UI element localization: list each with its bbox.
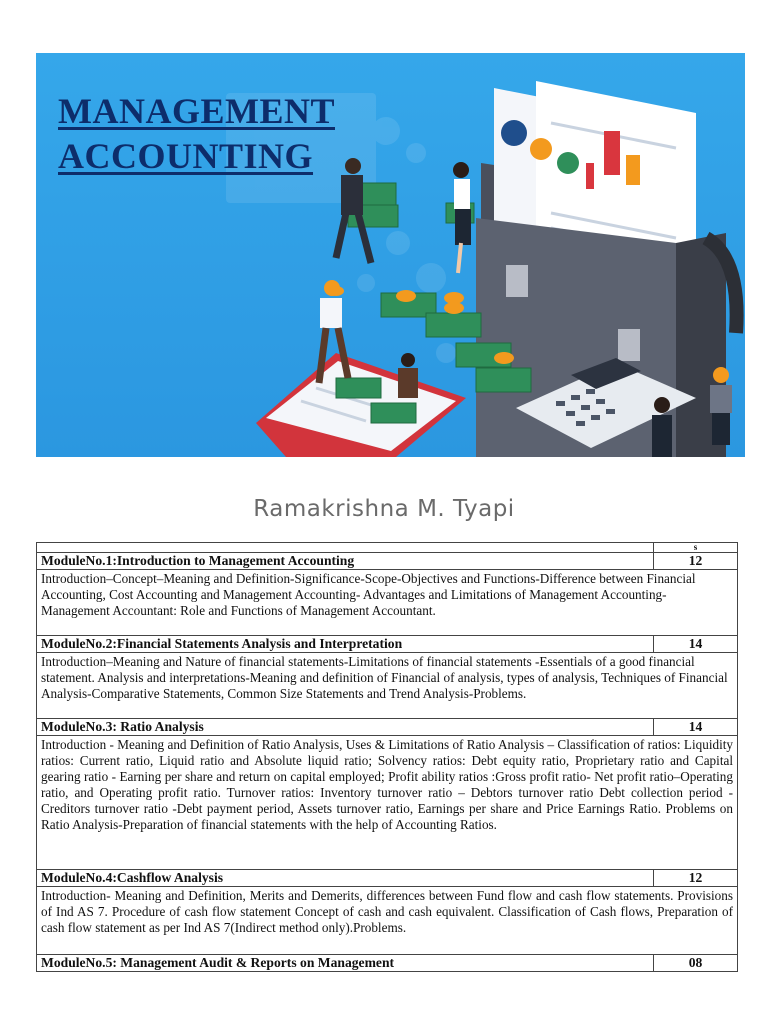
syllabus-table	[36, 542, 738, 972]
module-4-hours: 12	[654, 870, 738, 887]
module-2-description: Introduction–Meaning and Nature of financial statements-Limitations of financial statements -Essentials of a good financial statement. Analysis and interpretations-Meaning and definition of Financial of analysis, types of analysis, Techniques of Financial Analysis-Comparative Statements, Common Size Statements and Trend Analysis-Problems.	[37, 653, 738, 719]
cover-title	[58, 89, 335, 179]
module-5-header	[37, 955, 738, 972]
module-1-description-row	[37, 570, 738, 636]
module-3-header	[37, 719, 738, 736]
module-4-description-row	[37, 887, 738, 955]
module-2-description-row	[37, 653, 738, 719]
cover-title-line2: ACCOUNTING	[58, 136, 314, 176]
module-5-title: ModuleNo.5: Management Audit & Reports on Management	[37, 955, 654, 972]
author-name: Ramakrishna M. Tyapi	[253, 496, 515, 522]
cover-title-line1: MANAGEMENT	[58, 91, 335, 131]
module-2-header	[37, 636, 738, 653]
module-4-description: Introduction- Meaning and Definition, Merits and Demerits, differences between Fund flow and cash flow statements. Provisions of Ind AS 7. Procedure of cash flow statement Concept of cash and cash equivalent. Classification of Cash flows, Preparation of cash flow statement as per Ind AS 7(Indirect method only).Problems.	[37, 887, 738, 955]
header-title-cell	[37, 543, 654, 553]
module-2-hours: 14	[654, 636, 738, 653]
module-2-title: ModuleNo.2:Financial Statements Analysis and Interpretation	[37, 636, 654, 653]
module-4-header	[37, 870, 738, 887]
header-hours-cell: s	[654, 543, 738, 553]
module-5-hours: 08	[654, 955, 738, 972]
module-3-hours: 14	[654, 719, 738, 736]
table-header-row	[37, 543, 738, 553]
module-1-hours: 12	[654, 553, 738, 570]
module-1-header	[37, 553, 738, 570]
module-3-description: Introduction - Meaning and Definition of Ratio Analysis, Uses & Limitations of Ratio Analysis – Classification of ratios: Liquidity ratios: Current ratio, Liquid ratio and Absolute liquid ratio; Solvency ratios: Debt equity ratio, Proprietary ratio and Capital gearing ratio - Earning per share and return on capital employed; Profit ability ratios :Gross profit ratio- Net profit ratio–Operating ratio, and Operating profit ratio. Turnover ratios: Inventory turnover ratio – Debtors turnover ratio Debt collection period - Creditors turnover ratio -Debt payment period, Assets turnover ratio, Earnings per share and Price Earnings Ratio. Problems on Ratio Analysis-Preparation of financial statements with the help of Accounting Ratios.	[37, 736, 738, 870]
module-4-title: ModuleNo.4:Cashflow Analysis	[37, 870, 654, 887]
book-illustration	[256, 353, 466, 457]
module-3-title: ModuleNo.3: Ratio Analysis	[37, 719, 654, 736]
module-1-title: ModuleNo.1:Introduction to Management Accounting	[37, 553, 654, 570]
module-3-description-row	[37, 736, 738, 870]
module-1-description: Introduction–Concept–Meaning and Definition-Significance-Scope-Objectives and Functions-Difference between Financial Accounting, Cost Accounting and Management Accounting- Advantages and Limitations of Management Accounting- Management Accountant: Role and Functions of Management Accountant.	[37, 570, 738, 636]
cover-banner	[36, 53, 745, 457]
